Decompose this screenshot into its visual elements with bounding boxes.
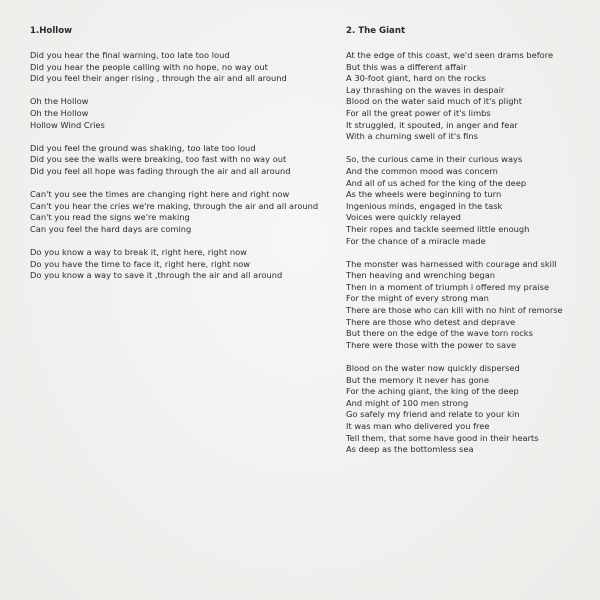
lyric-line: Ingenious minds, engaged in the task xyxy=(346,200,503,211)
stanza xyxy=(30,143,300,178)
lyric-line: At the edge of this coast, we'd seen drams before xyxy=(346,50,554,60)
lyric-line: Their ropes and tackle seemed little enough xyxy=(346,223,530,234)
lyric-line: Lay thrashing on the waves in despair xyxy=(346,84,505,95)
lyric-line: But the memory it never has gone xyxy=(346,374,490,385)
stanza xyxy=(346,50,591,143)
lyric-line: Can't you read the signs we're making xyxy=(30,212,190,223)
lyric-line: For all the great power of it's limbs xyxy=(346,107,491,118)
song-column-the-giant xyxy=(346,25,591,467)
lyric-line: Voices were quickly relayed xyxy=(346,212,461,223)
lyric-line: Can't you hear the cries we're making, through the air and all around xyxy=(30,200,319,211)
song-title: 2. The Giant xyxy=(346,26,406,36)
lyric-line: A 30-foot giant, hard on the rocks xyxy=(346,73,487,84)
lyric-line: As the wheels were beginning to turn xyxy=(346,189,502,200)
lyric-line: The monster was harnessed with courage and skill xyxy=(346,258,557,269)
stanza xyxy=(346,363,591,456)
lyric-line: As deep as the bottomless sea xyxy=(346,444,474,455)
stanza xyxy=(346,154,591,247)
lyric-line: With a churning swell of it's fins xyxy=(346,131,478,142)
lyric-line: Can you feel the hard days are coming xyxy=(30,223,192,234)
lyric-line: For the aching giant, the king of the deep xyxy=(346,386,519,397)
song-title: 1.Hollow xyxy=(30,26,73,36)
lyric-line: Then heaving and wrenching began xyxy=(346,270,496,281)
lyric-line: But there on the edge of the wave torn rocks xyxy=(346,328,533,339)
lyric-line: It was man who delivered you free xyxy=(346,421,490,431)
lyric-line: Do you know a way to save it ,through the air and all around xyxy=(30,270,283,281)
lyric-line: Do you have the time to face it, right here, right now xyxy=(30,258,251,269)
lyric-line: So, the curious came in their curious ways xyxy=(346,154,523,165)
lyric-line: There are those who detest and deprave xyxy=(346,316,516,327)
lyric-line: Did you feel their anger rising , through the air and all around xyxy=(30,73,287,84)
lyric-line: Tell them, that some have good in their hearts xyxy=(346,432,539,443)
lyric-line: And might of 100 men strong xyxy=(346,397,469,408)
lyric-line: Blood on the water said much of it's plight xyxy=(346,96,523,107)
lyric-line: There were those with the power to save xyxy=(346,339,517,350)
lyric-line: Hollow Wind Cries xyxy=(30,119,105,130)
lyric-line: Go safely my friend and relate to your kin xyxy=(346,409,520,420)
lyric-line: Then in a moment of triumph i offered my praise xyxy=(346,281,550,292)
lyric-line: It struggled, it spouted, in anger and fear xyxy=(346,119,518,130)
lyric-line: Did you feel all hope was fading through the air and all around xyxy=(30,165,291,176)
lyric-line: Did you hear the people calling with no hope, no way out xyxy=(30,61,268,72)
lyric-line: There are those who can kill with no hint of remorse xyxy=(346,305,563,316)
lyric-line: Oh the Hollow xyxy=(30,107,89,118)
lyric-line: And all of us ached for the king of the deep xyxy=(346,177,527,188)
lyric-line: For the chance of a miracle made xyxy=(346,235,486,246)
lyric-line: Did you hear the final warning, too late too loud xyxy=(30,50,230,60)
lyric-line: Can't you see the times are changing right here and right now xyxy=(30,189,290,200)
lyric-line: Blood on the water now quickly dispersed xyxy=(346,363,520,374)
lyric-line: But this was a different affair xyxy=(346,61,467,72)
stanza xyxy=(346,259,591,352)
lyric-line: Do you know a way to break it, right here, right now xyxy=(30,247,247,258)
lyric-line: Did you feel the ground was shaking, too late too loud xyxy=(30,142,256,153)
song-column-hollow xyxy=(30,25,319,293)
lyric-line: Oh the Hollow xyxy=(30,96,89,107)
stanza xyxy=(30,189,319,235)
lyric-line: For the might of every strong man xyxy=(346,293,489,304)
lyric-line: And the common mood was concern xyxy=(346,165,498,176)
stanza xyxy=(30,247,300,282)
stanza xyxy=(30,50,300,85)
stanza xyxy=(30,96,300,131)
lyric-line: Did you see the walls were breaking, too fast with no way out xyxy=(30,154,287,165)
